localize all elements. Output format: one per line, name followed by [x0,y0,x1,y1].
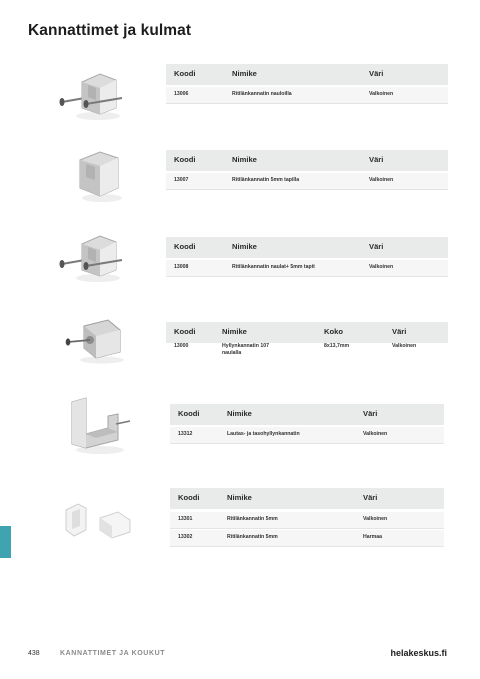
page-number: 438 [28,650,40,657]
cell-color: Valkoinen [369,91,394,97]
plate-shelf-bracket-image [66,394,132,456]
header-color: Väri [392,327,407,336]
table-header [166,237,448,258]
cell-code: 13301 [178,516,193,522]
header-code: Koodi [174,327,196,336]
header-color: Väri [369,69,384,78]
header-color: Väri [369,155,384,164]
product-table-2 [166,150,448,190]
table-row [170,427,444,444]
header-size: Koko [324,327,343,336]
header-code: Koodi [174,69,196,78]
product-table-6 [170,488,444,550]
header-name: Nimike [227,409,252,418]
cell-name: Ritilänkannatin 5mm [227,534,278,540]
header-name: Nimike [232,155,257,164]
cell-code: 13007 [174,177,189,183]
cell-code: 13006 [174,91,189,97]
grating-bracket-5mm-image [60,500,136,542]
table-row [166,260,448,277]
cell-name: Ritilänkannatin 5mm [227,516,278,522]
cell-code: 13000 [174,343,189,349]
header-color: Väri [363,409,378,418]
grating-bracket-pin-image [70,146,130,204]
table-row [170,512,444,529]
website-label: helakeskus.fi [390,648,447,658]
product-table-3 [166,237,448,277]
table-header [170,488,444,509]
cell-size: 8x13,7mm [324,343,350,349]
table-header [170,404,444,425]
product-table-4 [166,322,448,364]
table-header [166,322,448,343]
header-name: Nimike [232,69,257,78]
cell-code: 13008 [174,264,189,270]
table-row [166,173,448,190]
product-table-1 [166,64,448,106]
header-code: Koodi [178,493,200,502]
table-header [166,150,448,171]
cell-color: Valkoinen [369,264,394,270]
cell-color: Harmaa [363,534,383,540]
header-code: Koodi [174,242,196,251]
page-title: Kannattimet ja kulmat [28,22,192,39]
product-table-5 [170,404,444,446]
grating-bracket-nails-pins-image [56,230,130,286]
cell-name: Lautas- ja tasohyllynkannatin [227,431,300,437]
cell-color: Valkoinen [392,343,417,349]
table-row [166,342,448,362]
cell-color: Valkoinen [363,431,388,437]
header-code: Koodi [174,155,196,164]
header-color: Väri [363,493,378,502]
header-color: Väri [369,242,384,251]
grating-bracket-nails-image [56,68,130,124]
shelf-bracket-107-image [62,316,132,366]
cell-name: Ritilänkannatin nauloilla [232,91,292,97]
cell-name: Hyllynkannatin 107 naulalla [222,343,269,356]
cell-code: 13312 [178,431,193,437]
header-code: Koodi [178,409,200,418]
header-name: Nimike [222,327,247,336]
cell-color: Valkoinen [369,177,394,183]
header-name: Nimike [227,493,252,502]
header-name: Nimike [232,242,257,251]
table-row [166,87,448,104]
section-side-tab [0,526,11,558]
section-title: KANNATTIMET JA KOUKUT [60,650,166,657]
cell-name: Ritilänkannatin 5mm tapilla [232,177,300,183]
table-row [170,530,444,547]
cell-color: Valkoinen [363,516,388,522]
cell-name: Ritilänkannatin naulat+ 5mm tapit [232,264,315,270]
table-header [166,64,448,85]
cell-code: 13302 [178,534,193,540]
